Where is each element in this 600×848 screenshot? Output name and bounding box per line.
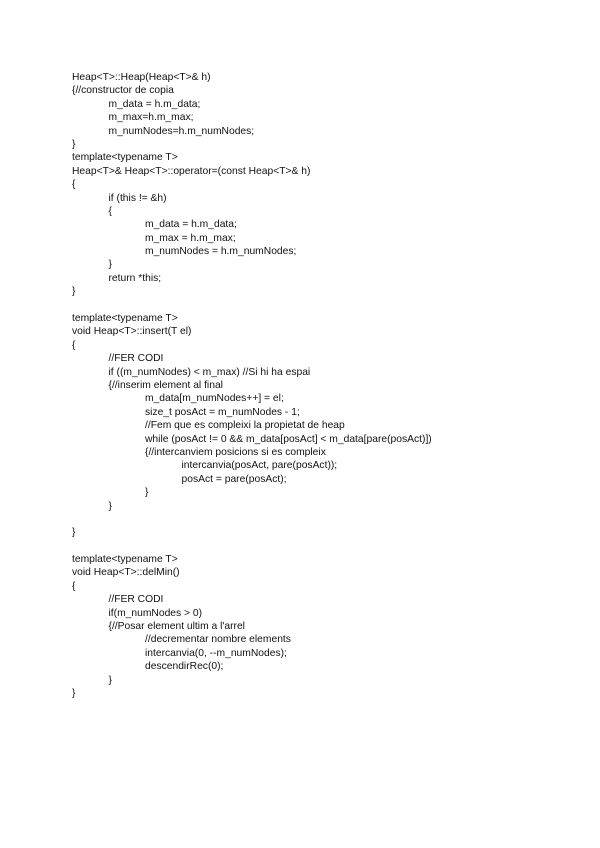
code-line: } <box>72 286 76 298</box>
code-line: {//Posar element ultim a l'arrel <box>108 621 245 633</box>
code-line: return *this; <box>108 272 162 284</box>
code-line: } <box>145 487 149 499</box>
code-line: //FER CODI <box>108 594 164 606</box>
code-line: { <box>72 580 76 592</box>
code-line: if (this != &h) <box>108 192 167 204</box>
code-line: Heap<T>& Heap<T>::operator=(const Heap<T>& h) <box>72 165 311 177</box>
code-line: m_data[m_numNodes++] = el; <box>145 393 284 405</box>
code-line: intercanvia(0, --m_numNodes); <box>145 647 287 659</box>
code-line: } <box>72 138 76 150</box>
code-line: m_data = h.m_data; <box>108 98 201 110</box>
code-line: template<typename T> <box>72 313 178 325</box>
code-line: } <box>108 674 112 686</box>
code-line: m_numNodes = h.m_numNodes; <box>145 246 297 258</box>
code-line <box>72 299 432 312</box>
code-line: m_numNodes=h.m_numNodes; <box>108 125 255 137</box>
code-listing <box>72 71 432 700</box>
code-line: } <box>108 500 112 512</box>
code-line: Heap<T>::Heap(Heap<T>& h) <box>72 72 211 83</box>
code-line: if(m_numNodes > 0) <box>108 607 203 619</box>
code-line: posAct = pare(posAct); <box>181 473 287 485</box>
code-line: //Fem que es compleixi la propietat de heap <box>145 420 345 432</box>
code-line: intercanvia(posAct, pare(posAct)); <box>181 460 338 472</box>
code-line: descendirRec(0); <box>145 661 224 673</box>
code-line: template<typename T> <box>72 152 178 164</box>
code-line: //decrementar nombre elements <box>145 634 291 646</box>
code-line: { <box>72 339 76 351</box>
code-line <box>72 513 432 526</box>
code-line: void Heap<T>::insert(T el) <box>72 326 192 338</box>
code-line: { <box>108 205 112 217</box>
code-line: while (posAct != 0 && m_data[posAct] < m_data[pare(posAct)]) <box>145 433 432 445</box>
code-line: } <box>72 527 76 539</box>
code-line: m_max=h.m_max; <box>108 112 194 124</box>
code-line: template<typename T> <box>72 554 178 566</box>
code-line: m_max = h.m_max; <box>145 232 236 244</box>
code-line: m_data = h.m_data; <box>145 219 237 231</box>
code-line: } <box>108 259 112 271</box>
code-line: void Heap<T>::delMin() <box>72 567 180 579</box>
code-line: {//intercanviem posicions si es compleix <box>145 446 326 458</box>
code-line: size_t posAct = m_numNodes - 1; <box>145 406 300 418</box>
code-line: if ((m_numNodes) < m_max) //Si hi ha espai <box>108 366 311 378</box>
code-line: {//constructor de copia <box>72 85 174 97</box>
code-line: //FER CODI <box>108 353 164 365</box>
code-line <box>72 540 432 553</box>
code-line: {//inserim element al final <box>108 379 223 391</box>
code-line: { <box>72 179 76 191</box>
code-line: } <box>72 687 76 699</box>
